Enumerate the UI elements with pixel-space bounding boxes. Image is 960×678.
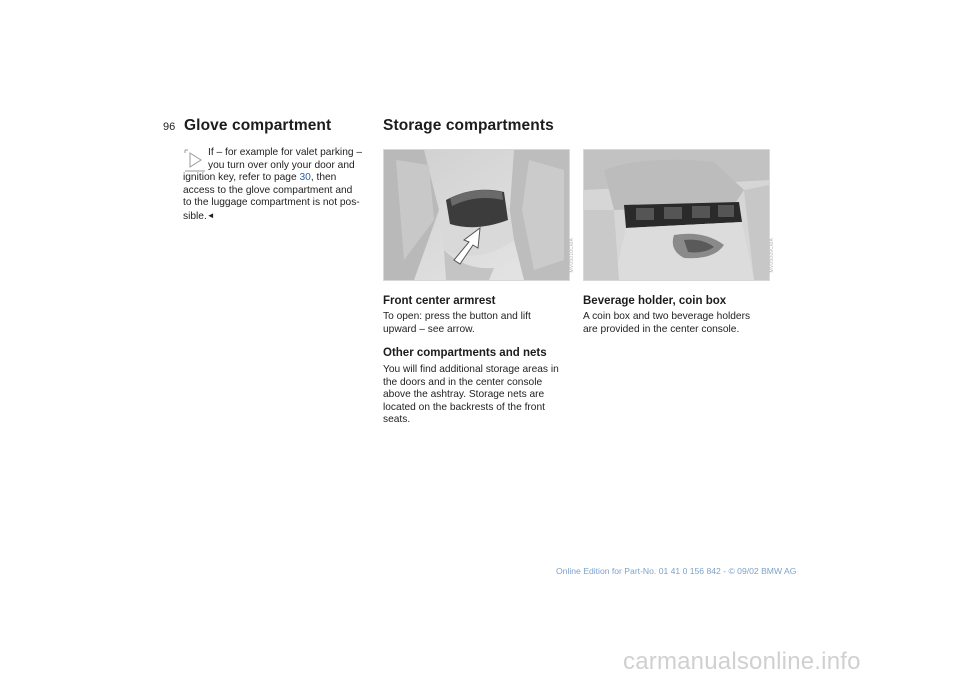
note-line: If – for example for valet parking – [208, 147, 363, 158]
note-text: ignition key, refer to page [183, 172, 300, 184]
storage-compartments-title: Storage compartments [383, 117, 554, 134]
beverage-line: A coin box and two beverage holders [583, 311, 751, 322]
note-line [183, 210, 378, 224]
beverage-line: are provided in the center console. [583, 323, 740, 335]
armrest-line: upward – see arrow. [383, 323, 475, 335]
note-line: to the luggage compartment is not pos- [183, 197, 360, 209]
other-line: the doors and in the center console [383, 376, 543, 388]
glove-compartment-title: Glove compartment [184, 117, 332, 134]
page-number: 96 [163, 121, 176, 133]
armrest-image [383, 149, 570, 281]
note-line: you turn over only your door and [208, 159, 355, 171]
armrest-text [383, 311, 578, 336]
other-line: located on the backrests of the front [383, 401, 545, 413]
other-line: seats. [383, 414, 411, 426]
note-line [183, 172, 378, 185]
armrest-heading: Front center armrest [383, 295, 496, 307]
watermark-logo[interactable]: carmanualsonline.info [623, 648, 861, 675]
other-line: above the ashtray. Storage nets are [383, 389, 545, 401]
edition-footer: Online Edition for Part-No. 01 41 0 156 842 - © 09/02 BMW AG [556, 566, 797, 576]
end-mark-icon: ◄ [206, 210, 215, 220]
other-line: You will find additional storage areas in [383, 364, 559, 375]
page-30-link[interactable]: 30 [299, 172, 311, 184]
note-text: , then [310, 172, 337, 184]
beverage-holder-image [583, 149, 770, 281]
note-line: access to the glove compartment and [183, 184, 353, 196]
note-text: sible. [183, 210, 207, 222]
armrest-line: To open: press the button and lift [383, 311, 531, 322]
glove-note [183, 147, 378, 224]
other-compartments-text [383, 364, 578, 427]
other-compartments-heading: Other compartments and nets [383, 347, 547, 359]
beverage-heading: Beverage holder, coin box [583, 295, 727, 307]
beverage-image-code: MV05009CMA [769, 238, 775, 273]
beverage-text [583, 311, 778, 336]
armrest-image-code: MV05010CMA [569, 238, 575, 273]
